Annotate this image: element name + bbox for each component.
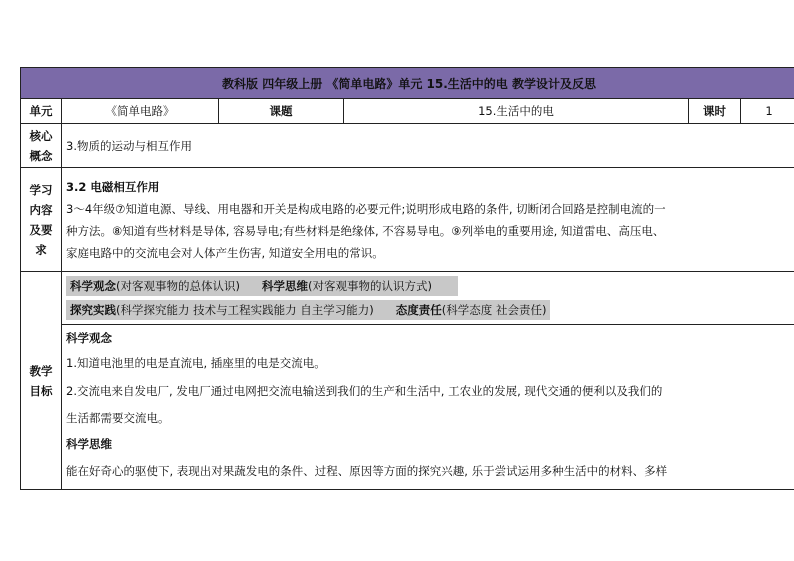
core-concept-row <box>21 124 794 168</box>
requirements-line-3: 家庭电路中的交流电会对人体产生伤害, 知道安全用电的常识。 <box>66 245 384 260</box>
goals-content <box>62 325 794 489</box>
hours-label: 课时 <box>689 99 741 124</box>
header-row <box>21 99 794 124</box>
lesson-plan-table <box>20 67 794 490</box>
tag-inquiry-practice: 探究实践(科学探究能力 技术与工程实践能力 自主学习能力) 态度责任(科学态度 社会责任) <box>66 300 550 320</box>
topic-label: 课题 <box>219 99 344 124</box>
goal-paragraph-1: 1.知道电池里的电是直流电, 插座里的电是交流电。 <box>66 356 326 370</box>
core-concept-value: 3.物质的运动与相互作用 <box>62 124 794 168</box>
unit-label: 单元 <box>21 99 62 124</box>
hours-value: 1 <box>741 99 794 124</box>
learning-requirements-row <box>21 168 794 272</box>
goal-paragraph-2-cont: 生活都需要交流电。 <box>66 411 170 425</box>
section-title-thinking: 科学思维 <box>66 437 112 451</box>
learning-requirements-content <box>62 168 794 272</box>
unit-value: 《简单电路》 <box>62 99 219 124</box>
title-row <box>21 68 794 99</box>
requirements-line-1: 3～4年级⑦知道电源、导线、用电器和开关是构成电路的必要元件;说明形成电路的条件, 切断闭合回路是控制电流的一 <box>66 201 666 216</box>
goal-tags <box>62 272 794 325</box>
topic-value: 15.生活中的电 <box>344 99 689 124</box>
teaching-goals-label: 教学 目标 <box>21 272 62 490</box>
requirements-heading: 3.2 电磁相互作用 <box>66 179 160 194</box>
document-title: 教科版 四年级上册 《简单电路》单元 15.生活中的电 教学设计及反思 <box>21 68 794 99</box>
requirements-line-2: 种方法。⑧知道有些材料是导体, 容易导电;有些材料是绝缘体, 不容易导电。⑨列举电的重要用途, 知道雷电、高压电、 <box>66 223 665 238</box>
tag-scientific-concept: 科学观念(对客观事物的总体认识) 科学思维(对客观事物的认识方式) <box>66 276 458 296</box>
goal-paragraph-2: 2.交流电来自发电厂, 发电厂通过电网把交流电输送到我们的生产和生活中, 工农业的发展, 现代交通的便利以及我们的 <box>66 384 663 398</box>
core-concept-label: 核心 概念 <box>21 124 62 168</box>
teaching-goals-row <box>21 272 794 490</box>
learning-requirements-label: 学习 内容 及要 求 <box>21 168 62 272</box>
section-title-concept: 科学观念 <box>66 331 112 345</box>
goal-paragraph-3: 能在好奇心的驱使下, 表现出对果蔬发电的条件、过程、原因等方面的探究兴趣, 乐于尝试运用多种生活中的材料、多样 <box>66 464 668 478</box>
